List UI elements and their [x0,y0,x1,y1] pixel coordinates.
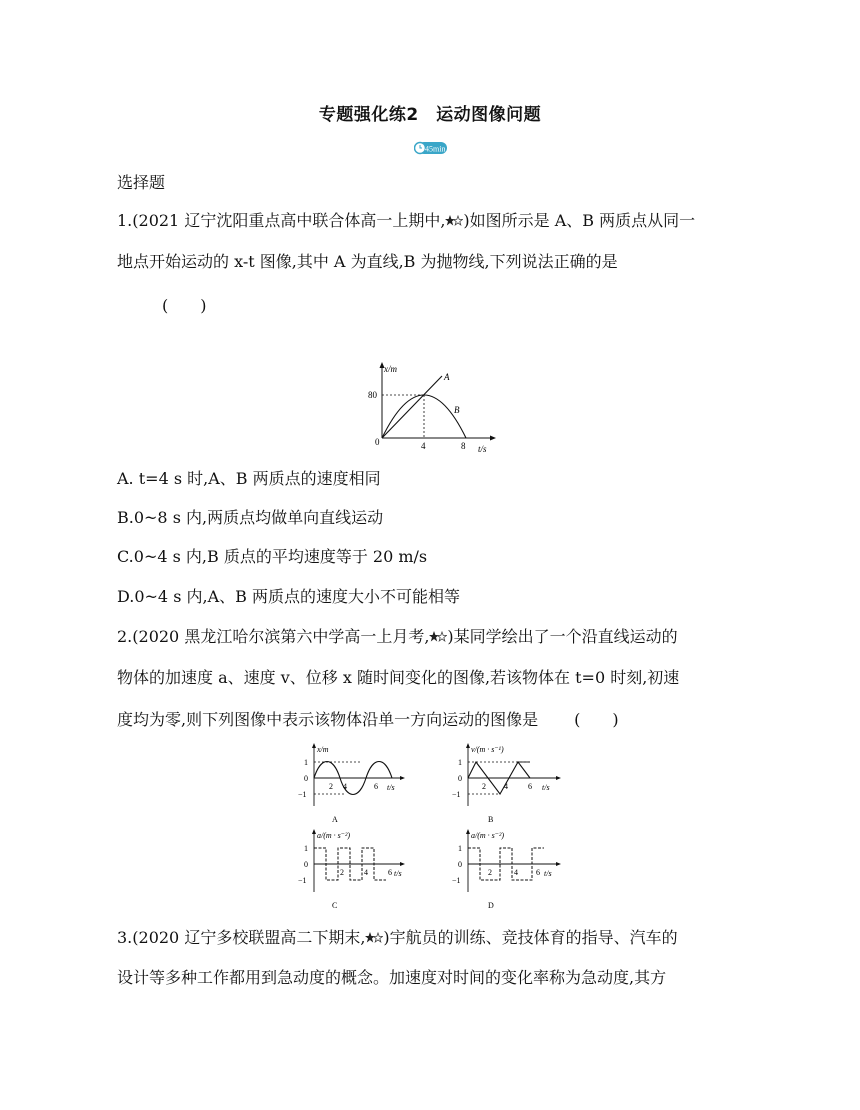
tick-label: 0 [304,860,308,869]
q2-c-ylabel: a/(m · s⁻²) [317,831,351,840]
q2-line1 [117,627,678,647]
q1-xt-graph [362,358,502,458]
q1-option-d[interactable]: D.0~4 s 内,A、B 两质点的速度大小不可能相等 [117,587,460,606]
tick-label: 1 [304,758,308,767]
tick-label: 6 [528,782,532,791]
q2-answer-blank: ( ) [574,710,619,729]
q1-line2: 地点开始运动的 x-t 图像,其中 A 为直线,B 为抛物线,下列说法正确的是 [117,252,618,271]
q1-xlabel: t/s [478,444,487,454]
q3-stem-start: )宇航员的训练、竞技体育的指导、汽车的 [383,928,678,947]
time-badge [414,140,446,154]
q1-stem-start: )如图所示是 A、B 两质点从同一 [463,211,696,230]
q2-graph-a[interactable] [288,742,408,826]
tick-label: −1 [452,790,461,799]
tick-label: 2 [340,868,344,877]
tick-label: 4 [343,782,347,791]
q1-label-B: B [454,405,460,415]
q1-answer-blank: ( ) [162,296,207,315]
q2-graph-d[interactable] [448,828,568,912]
q3-source: 3.(2020 辽宁多校联盟高二下期末, [117,928,366,947]
q1-option-b[interactable]: B.0~8 s 内,两质点均做单向直线运动 [117,508,384,527]
tick-label: 6 [536,868,540,877]
q1-origin: 0 [375,437,380,447]
tick-label: 1 [458,844,462,853]
tick-label: 4 [364,868,368,877]
tick-label: 4 [514,868,518,877]
tick-label: 4 [504,782,508,791]
q2-b-letter: B [488,815,494,824]
q2-a-ylabel: x/m [317,745,329,754]
page-title: 专题强化练2 运动图像问题 [318,105,542,125]
q1-xtick-4: 4 [421,441,426,451]
difficulty-stars-icon [429,631,447,643]
q3-line2: 设计等多种工作都用到急动度的概念。加速度对时间的变化率称为急动度,其方 [117,968,667,987]
q3-line1 [117,928,678,948]
tick-label: t/s [542,783,550,792]
q2-a-letter: A [332,815,338,824]
q2-line3-text: 度均为零,则下列图像中表示该物体沿单一方向运动的图像是 [117,710,539,729]
tick-label: −1 [452,876,461,885]
tick-label: 6 [374,782,378,791]
q2-line2: 物体的加速度 a、速度 v、位移 x 随时间变化的图像,若该物体在 t=0 时刻,初速 [117,668,680,687]
q1-option-a[interactable]: A. t=4 s 时,A、B 两质点的速度相同 [117,469,381,488]
tick-label: −1 [298,790,307,799]
q2-graph-c[interactable] [288,828,408,912]
q2-line3 [117,710,619,730]
badge-text: 45min [425,144,446,154]
tick-label: 2 [482,782,486,791]
q2-source: 2.(2020 黑龙江哈尔滨第六中学高一上月考, [117,627,430,646]
q2-graph-b[interactable] [448,742,568,826]
q1-line1 [117,211,695,231]
difficulty-stars-icon [445,215,463,227]
q2-d-ylabel: a/(m · s⁻²) [471,831,505,840]
tick-label: 0 [304,774,308,783]
tick-label: 1 [304,844,308,853]
tick-label: −1 [298,876,307,885]
q1-option-c[interactable]: C.0~4 s 内,B 质点的平均速度等于 20 m/s [117,547,428,566]
q1-source: 1.(2021 辽宁沈阳重点高中联合体高一上期中, [117,211,446,230]
difficulty-stars-icon [365,932,383,944]
q2-c-letter: C [332,901,338,910]
tick-label: t/s [394,869,402,878]
tick-label: 2 [488,868,492,877]
tick-label: 0 [458,860,462,869]
q1-ytick-80: 80 [368,390,377,400]
q2-d-letter: D [488,901,494,910]
tick-label: t/s [387,783,395,792]
tick-label: 1 [458,758,462,767]
q1-ylabel: x/m [384,364,397,374]
q2-b-ylabel: v/(m · s⁻¹) [471,745,504,754]
q1-line-A [382,376,442,438]
q1-label-A: A [444,372,450,382]
tick-label: 0 [458,774,462,783]
section-heading: 选择题 [117,173,166,192]
q2-stem-start: )某同学绘出了一个沿直线运动的 [447,627,678,646]
tick-label: 2 [329,782,333,791]
clock-icon [414,140,448,156]
tick-label: 6 [388,868,392,877]
tick-label: t/s [544,869,552,878]
q1-xtick-8: 8 [461,441,466,451]
